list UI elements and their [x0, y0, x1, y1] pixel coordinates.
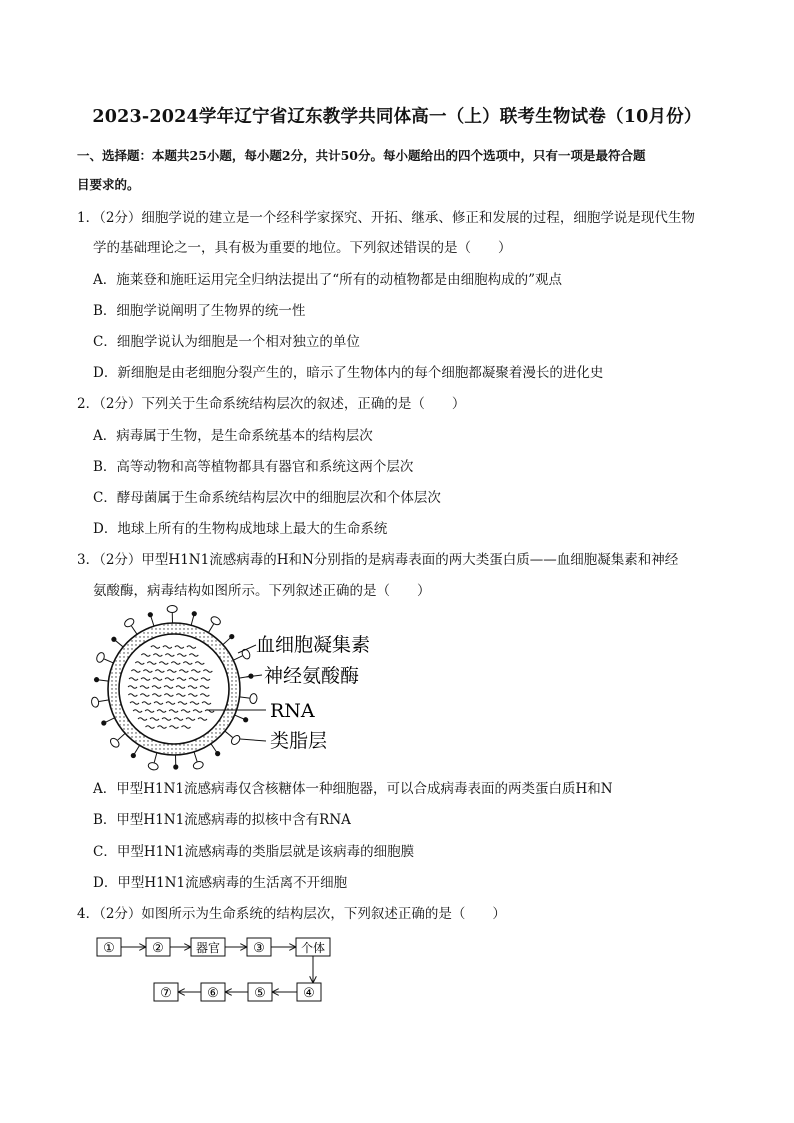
question-3-stem-line2: 氨酸酶，病毒结构如图所示。下列叙述正确的是（ ） — [93, 583, 431, 599]
spike-stalk — [223, 638, 230, 645]
question-1-option-b: B．细胞学说阐明了生物界的统一性 — [93, 303, 306, 319]
question-2-option-c: C．酵母菌属于生命系统结构层次中的细胞层次和个体层次 — [93, 490, 441, 506]
question-2-option-b: B．高等动物和高等植物都具有器官和系统这两个层次 — [93, 459, 414, 475]
question-1-option-c: C．细胞学说认为细胞是一个相对独立的单位 — [93, 334, 360, 350]
question-2-stem: 2．（2分）下列关于生命系统结构层次的叙述，正确的是（ ） — [77, 396, 466, 412]
flow-box-individual-label: 个体 — [300, 941, 326, 955]
neuraminidase-spike — [111, 637, 116, 642]
spike-stalk — [134, 745, 139, 754]
flow-box-1-label: ① — [103, 941, 115, 956]
structure-levels-flowchart — [90, 930, 340, 1006]
neuraminidase-spike — [131, 753, 136, 758]
spike-stalk — [208, 624, 213, 633]
spike-stalk — [240, 697, 250, 698]
section-heading-line2: 目要求的。 — [77, 177, 140, 192]
spike-stalk — [131, 626, 137, 634]
flow-box-2-label: ② — [152, 941, 164, 956]
question-3-option-b: B．甲型H1N1流感病毒的拟核中含有RNA — [93, 812, 351, 828]
spike-stalk — [106, 718, 115, 722]
pointer-lipid — [240, 739, 266, 741]
label-neuraminidase: 神经氨酸酶 — [264, 665, 360, 687]
question-1-option-d: D．新细胞是由老细胞分裂产生的，暗示了生物体内的每个细胞都凝聚着漫长的进化史 — [93, 365, 604, 381]
spike-stalk — [233, 656, 242, 660]
question-3-option-c: C．甲型H1N1流感病毒的类脂层就是该病毒的细胞膜 — [93, 844, 415, 860]
spike-stalk — [115, 641, 123, 647]
question-1-stem-line1: 1．（2分）细胞学说的建立是一个经科学家探究、开拓、继承、修正和发展的过程，细胞学说是现代生物 — [77, 210, 695, 226]
spike-stalk — [151, 617, 154, 627]
label-lipid-layer: 类脂层 — [270, 730, 328, 752]
hemagglutinin-spike — [249, 693, 257, 704]
spike-stalk — [235, 715, 244, 719]
spike-stalk — [118, 733, 125, 740]
hemagglutinin-spike — [210, 615, 222, 626]
label-hemagglutinin: 血细胞凝集素 — [256, 634, 371, 656]
section-heading-line1: 一、选择题：本题共25小题，每小题2分，共计50分。每小题给出的四个选项中，只有一项是最符合题 — [77, 148, 646, 163]
flow-box-organ-label: 器官 — [195, 941, 221, 955]
question-2-option-d: D．地球上所有的生物构成地球上最大的生命系统 — [93, 521, 388, 537]
flow-box-7-label: ⑦ — [160, 986, 172, 1001]
hemagglutinin-spike — [91, 697, 100, 708]
label-rna: RNA — [270, 700, 315, 722]
spike-stalk — [194, 752, 197, 762]
neuraminidase-spike — [148, 612, 153, 617]
question-3-option-a: A．甲型H1N1流感病毒仅含核糖体一种细胞器，可以合成病毒表面的两类蛋白质H和N — [93, 781, 613, 797]
neuraminidase-spike — [229, 634, 234, 639]
hemagglutinin-spike — [167, 605, 177, 612]
question-3-option-d: D．甲型H1N1流感病毒的生活离不开细胞 — [93, 875, 348, 891]
hemagglutinin-spike — [147, 762, 158, 771]
question-2-option-a: A．病毒属于生物，是生命系统基本的结构层次 — [93, 428, 373, 444]
hemagglutinin-spike — [230, 734, 242, 746]
question-1-option-a: A．施莱登和施旺运用完全归纳法提出了“所有的动植物都是由细胞构成的”观点 — [93, 272, 563, 288]
question-4-stem: 4．（2分）如图所示为生命系统的结构层次，下列叙述正确的是（ ） — [77, 906, 506, 922]
neuraminidase-spike — [94, 677, 99, 682]
hemagglutinin-spike — [95, 651, 105, 663]
spike-stalk — [225, 731, 233, 737]
flow-box-4-label: ④ — [303, 986, 315, 1001]
question-3-stem-line1: 3．（2分）甲型H1N1流感病毒的H和N分别指的是病毒表面的两大类蛋白质——血细胞凝集素和神经 — [77, 552, 679, 568]
neuraminidase-spike — [101, 720, 106, 725]
exam-title: 2023-2024学年辽宁省辽东教学共同体高一（上）联考生物试卷（10月份） — [92, 107, 702, 127]
question-1-stem-line2: 学的基础理论之一，具有极为重要的地位。下列叙述错误的是（ ） — [93, 240, 512, 256]
flow-box-6-label: ⑥ — [207, 986, 219, 1001]
spike-stalk — [99, 680, 109, 681]
flow-box-5-label: ⑤ — [254, 986, 266, 1001]
neuraminidase-spike — [215, 751, 220, 756]
flow-box-3-label: ③ — [253, 941, 265, 956]
spike-stalk — [104, 659, 113, 663]
spike-stalk — [211, 744, 217, 752]
spike-stalk — [154, 753, 157, 763]
virus-structure-figure — [90, 603, 390, 775]
neuraminidase-spike — [173, 764, 178, 769]
neuraminidase-spike — [192, 611, 197, 616]
hemagglutinin-spike — [123, 617, 135, 628]
spike-stalk — [191, 616, 194, 626]
spike-stalk — [99, 700, 109, 702]
neuraminidase-spike — [243, 717, 248, 722]
hemagglutinin-spike — [192, 760, 204, 770]
